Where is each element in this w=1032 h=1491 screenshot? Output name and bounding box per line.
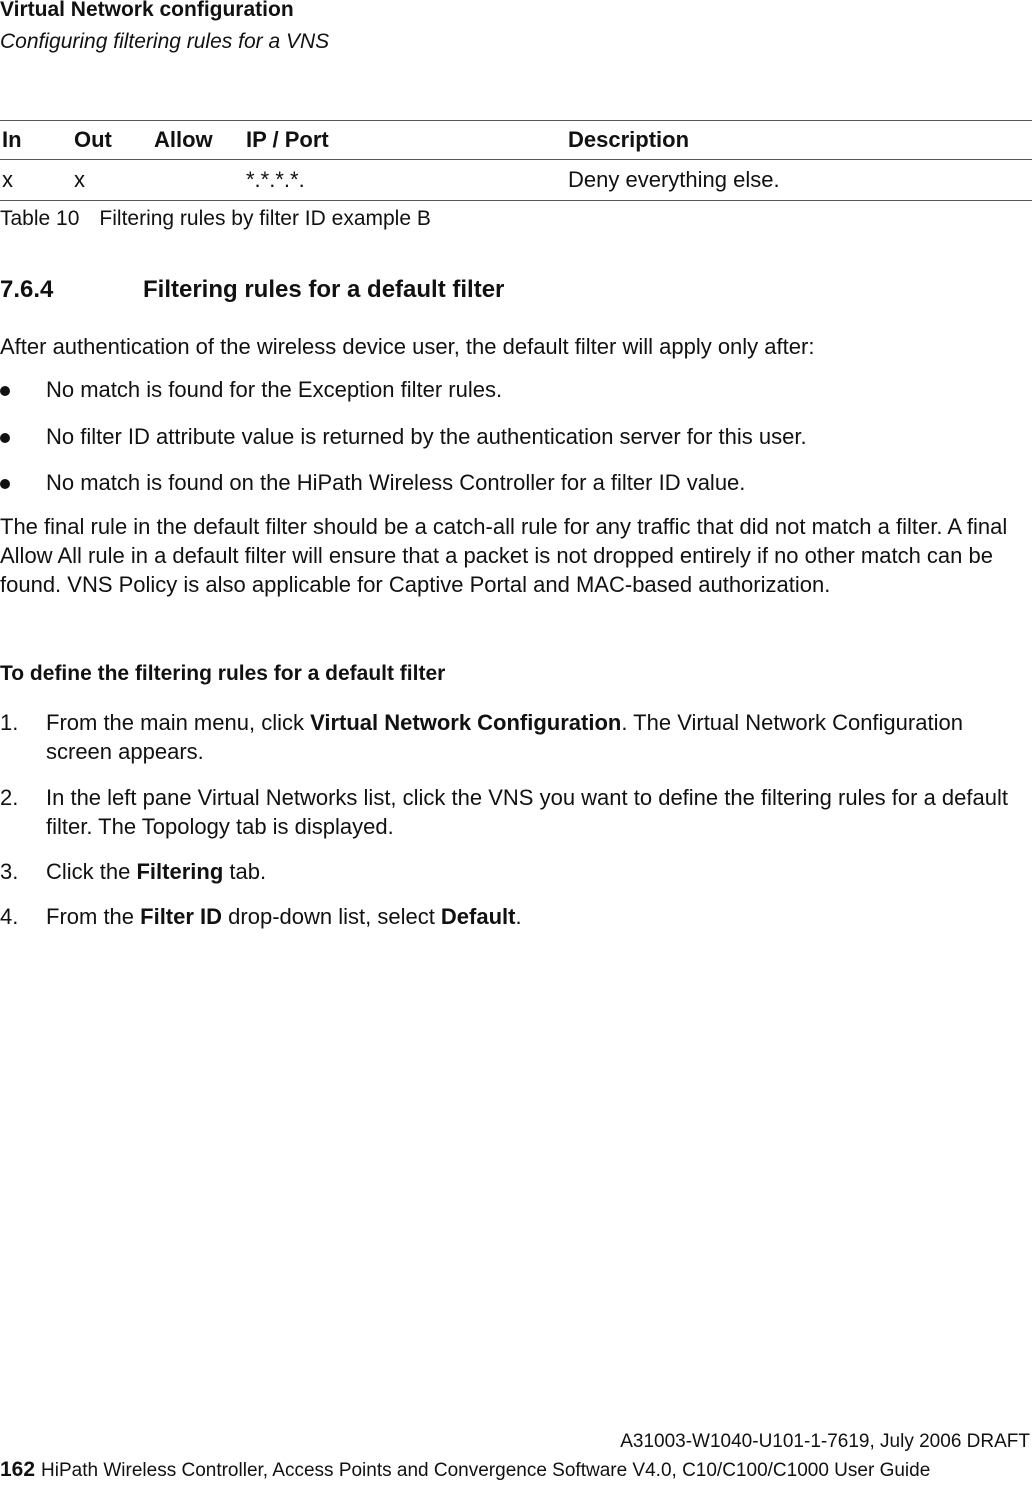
bullet-icon	[0, 386, 10, 396]
table-caption	[0, 207, 431, 231]
column-header-ip-port: IP / Port	[246, 127, 329, 152]
step-number: 4.	[0, 904, 19, 929]
column-header-in: In	[2, 127, 22, 152]
footer-doc-id: A31003-W1040-U101-1-7619, July 2006 DRAFT	[620, 1431, 1030, 1452]
step-number: 3.	[0, 859, 19, 884]
section-title: Filtering rules for a default filter	[143, 276, 505, 303]
cell-ip-port: *.*.*.*.	[246, 167, 305, 192]
step-number: 1.	[0, 710, 19, 735]
cell-allow	[154, 160, 246, 201]
page-header-title: Virtual Network configuration	[0, 0, 294, 21]
cell-description: Deny everything else.	[568, 167, 780, 192]
cell-out: x	[74, 167, 85, 192]
bullet-icon	[0, 479, 10, 489]
section-paragraph: The final rule in the default filter should be a catch-all rule for any traffic that did not match a filter. A final Allow All rule in a default filter will ensure that a packet is not dropped entirely if no other match can be found. VNS Policy is also applicable for Captive Portal and MAC-based authorization.	[0, 514, 1008, 597]
table-caption-text: Filtering rules by filter ID example B	[99, 207, 431, 230]
procedure-step: 4. From the Filter ID drop-down list, select Default.	[0, 904, 522, 929]
section-intro: After authentication of the wireless device user, the default filter will apply only after:	[0, 334, 815, 359]
procedure-title: To define the filtering rules for a default filter	[0, 662, 446, 685]
table-row	[0, 160, 1032, 201]
section-number: 7.6.4	[0, 276, 54, 303]
procedure-step: 3. Click the Filtering tab.	[0, 859, 267, 884]
page-header-subtitle: Configuring filtering rules for a VNS	[0, 30, 330, 53]
page-number: 162	[0, 1458, 36, 1481]
column-header-allow: Allow	[154, 127, 213, 152]
table-caption-label: Table 10	[0, 207, 80, 230]
bullet-icon	[0, 433, 10, 443]
procedure-step: 2. In the left pane Virtual Networks list, click the VNS you want to define the filtering rules for a default filter. The Topology tab is displayed.	[0, 785, 1008, 839]
column-header-out: Out	[74, 127, 112, 152]
procedure-step: 1. From the main menu, click Virtual Network Configuration. The Virtual Network Configuration screen appears.	[0, 710, 963, 764]
table-header-row	[0, 121, 1032, 160]
filter-rules-table	[0, 120, 1032, 201]
column-header-description: Description	[568, 127, 690, 152]
step-number: 2.	[0, 785, 19, 810]
footer-guide-title: HiPath Wireless Controller, Access Points and Convergence Software V4.0, C10/C100/C1000 User Guide	[41, 1460, 931, 1481]
footer-guide	[0, 1458, 930, 1482]
cell-in: x	[2, 167, 13, 192]
section-heading	[0, 276, 504, 304]
